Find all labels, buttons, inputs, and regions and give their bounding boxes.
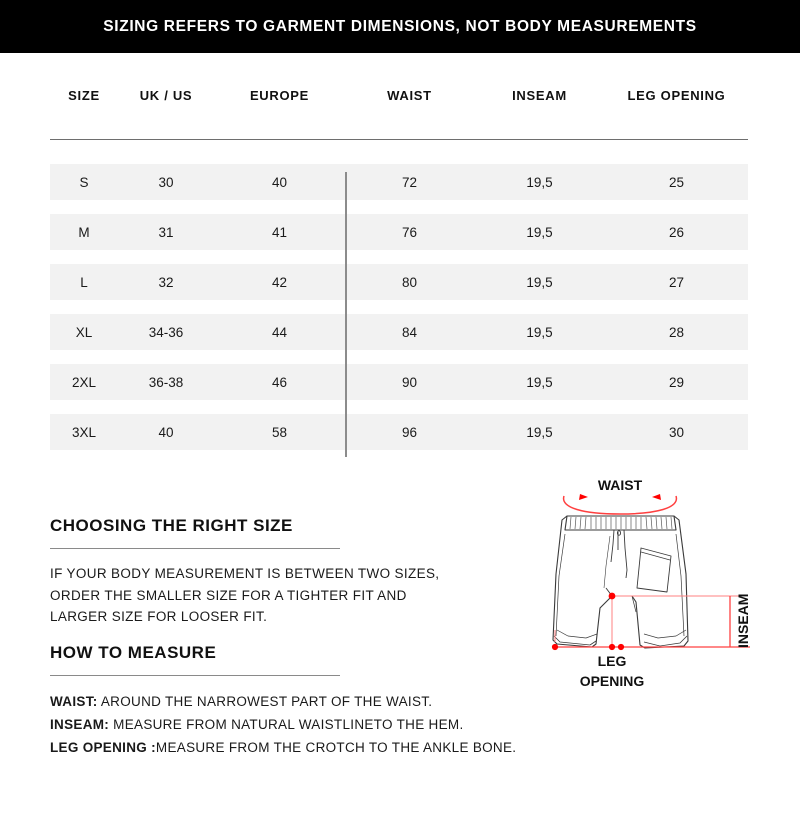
measure-item-leg-opening xyxy=(50,736,550,759)
shorts-measurement-diagram xyxy=(540,470,800,695)
inseam-measurement-indicator xyxy=(609,593,751,648)
choosing-line-3: LARGER SIZE FOR LOOSER FIT. xyxy=(50,609,268,625)
table-row xyxy=(50,314,748,350)
left-side-seam xyxy=(556,534,565,636)
table-row-gap xyxy=(50,250,748,264)
table-header xyxy=(50,88,748,140)
column-header-inseam: INSEAM xyxy=(512,88,567,103)
cell-uk-us: 36-38 xyxy=(118,364,214,400)
waist-label: WAIST xyxy=(597,477,643,493)
left-hem-edge xyxy=(554,636,596,645)
cell-leg-opening: 26 xyxy=(605,214,748,250)
fly-line xyxy=(604,536,610,588)
cell-size: M xyxy=(50,214,118,250)
cell-waist: 84 xyxy=(345,314,474,350)
cell-inseam: 19,5 xyxy=(474,264,605,300)
cell-waist: 80 xyxy=(345,264,474,300)
cell-europe: 41 xyxy=(214,214,345,250)
table-row-gap xyxy=(50,350,748,364)
choosing-heading: CHOOSING THE RIGHT SIZE xyxy=(50,516,293,535)
shorts-waistband xyxy=(565,516,676,530)
banner-title: SIZING REFERS TO GARMENT DIMENSIONS, NOT BODY MEASUREMENTS xyxy=(103,17,697,35)
leg-opening-point-inner xyxy=(618,644,624,650)
cell-uk-us: 31 xyxy=(118,214,214,250)
waist-arrow-right xyxy=(652,494,661,500)
table-header-row xyxy=(50,88,748,140)
table-row-gap xyxy=(50,400,748,414)
waist-measurement-indicator xyxy=(564,477,677,514)
cell-leg-opening: 28 xyxy=(605,314,748,350)
cell-inseam: 19,5 xyxy=(474,314,605,350)
choosing-the-right-size-section xyxy=(50,516,520,628)
measure-text-waist: AROUND THE NARROWEST PART OF THE WAIST. xyxy=(97,694,433,710)
cell-europe: 40 xyxy=(214,164,345,200)
leg-opening-point-right xyxy=(609,644,615,650)
cell-leg-opening: 25 xyxy=(605,164,748,200)
choosing-line-2: ORDER THE SMALLER SIZE FOR A TIGHTER FIT AND xyxy=(50,587,407,603)
cell-size: L xyxy=(50,264,118,300)
pocket-outline xyxy=(637,548,671,592)
column-header-europe: EUROPE xyxy=(249,88,310,103)
measure-item-waist xyxy=(50,690,550,713)
drawstring xyxy=(611,530,627,578)
table-body xyxy=(50,140,748,451)
cell-inseam: 19,5 xyxy=(474,364,605,400)
choosing-body xyxy=(50,563,520,628)
measure-text-inseam: MEASURE FROM NATURAL WAISTLINETO THE HEM. xyxy=(109,717,464,733)
cell-waist: 72 xyxy=(345,164,474,200)
cell-size: XL xyxy=(50,314,118,350)
size-chart-table xyxy=(50,88,748,450)
cell-uk-us: 32 xyxy=(118,264,214,300)
leg-opening-point-left xyxy=(552,644,558,650)
size-chart-table-container xyxy=(50,88,748,450)
column-header-size: SIZE xyxy=(68,88,100,103)
measure-label-waist: WAIST: xyxy=(50,694,98,710)
cell-uk-us: 40 xyxy=(118,414,214,450)
table-top-spacer xyxy=(50,140,748,165)
inseam-point-top xyxy=(609,593,616,600)
choosing-heading-rule xyxy=(50,548,340,549)
cell-europe: 58 xyxy=(214,414,345,450)
right-hem-stitch xyxy=(644,630,686,638)
leg-opening-measurement-indicator xyxy=(552,593,751,689)
cell-size: 2XL xyxy=(50,364,118,400)
table-row-gap xyxy=(50,300,748,314)
table-row xyxy=(50,214,748,250)
cell-leg-opening: 30 xyxy=(605,414,748,450)
cell-waist: 96 xyxy=(345,414,474,450)
cell-europe: 42 xyxy=(214,264,345,300)
column-header-uk-us: UK / US xyxy=(139,88,193,103)
measure-label-leg-opening: LEG OPENING : xyxy=(50,740,156,756)
header-banner xyxy=(0,0,800,53)
shorts-garment-illustration xyxy=(553,516,688,648)
table-row xyxy=(50,414,748,450)
measure-text-leg-opening: MEASURE FROM THE CROTCH TO THE ANKLE BONE. xyxy=(155,740,517,756)
column-header-waist: WAIST xyxy=(387,88,432,103)
cell-waist: 90 xyxy=(345,364,474,400)
table-row-gap xyxy=(50,200,748,214)
how-to-measure-heading-rule xyxy=(50,675,340,676)
measure-definition-list xyxy=(50,690,550,759)
pocket-top-stitch xyxy=(641,552,670,560)
waist-arrow-left xyxy=(579,494,588,500)
cell-europe: 46 xyxy=(214,364,345,400)
measure-item-inseam xyxy=(50,713,550,736)
left-hem-stitch xyxy=(557,630,597,638)
cell-uk-us: 30 xyxy=(118,164,214,200)
table-row xyxy=(50,264,748,300)
leg-opening-label-line-2: OPENING xyxy=(579,673,645,689)
waistband-elastic-texture xyxy=(570,517,672,529)
cell-leg-opening: 29 xyxy=(605,364,748,400)
choosing-line-1: IF YOUR BODY MEASUREMENT IS BETWEEN TWO SIZES, xyxy=(50,566,440,582)
shorts-diagram-svg xyxy=(540,470,800,695)
table-column-divider xyxy=(345,172,347,457)
column-header-leg-opening: LEG OPENING xyxy=(627,88,726,103)
cell-inseam: 19,5 xyxy=(474,164,605,200)
cell-size: 3XL xyxy=(50,414,118,450)
how-to-measure-section xyxy=(50,643,550,759)
cell-europe: 44 xyxy=(214,314,345,350)
cell-inseam: 19,5 xyxy=(474,414,605,450)
cell-waist: 76 xyxy=(345,214,474,250)
table-row xyxy=(50,364,748,400)
measure-label-inseam: INSEAM: xyxy=(50,717,110,733)
leg-opening-label-line-1: LEG xyxy=(597,653,627,669)
table-row xyxy=(50,164,748,200)
cell-leg-opening: 27 xyxy=(605,264,748,300)
inseam-label: INSEAM xyxy=(735,593,751,648)
cell-size: S xyxy=(50,164,118,200)
cell-inseam: 19,5 xyxy=(474,214,605,250)
cell-uk-us: 34-36 xyxy=(118,314,214,350)
how-to-measure-heading: HOW TO MEASURE xyxy=(50,643,217,662)
